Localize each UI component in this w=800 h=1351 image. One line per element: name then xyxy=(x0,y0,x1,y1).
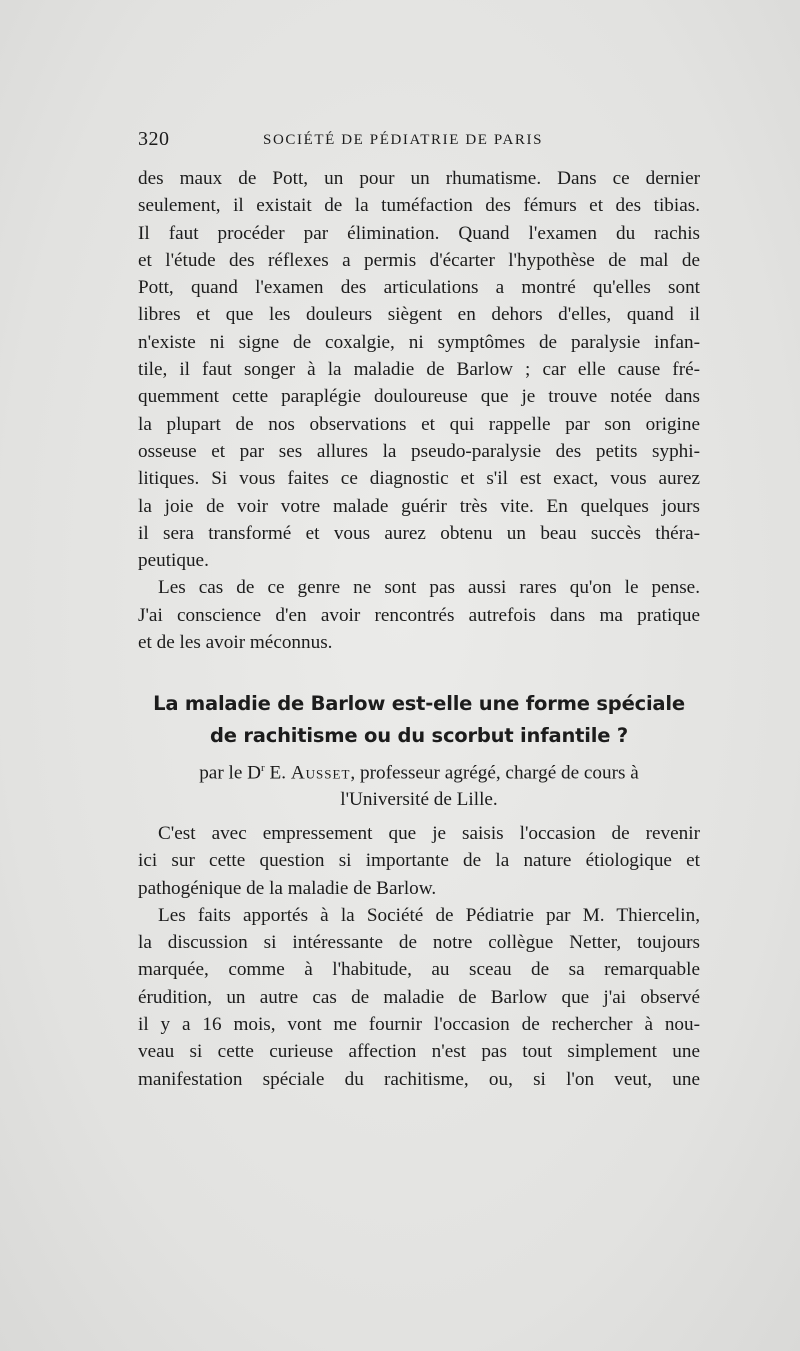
text-line: seulement, il existait de la tuméfaction des fémurs et des tibias. xyxy=(138,195,700,217)
text-line: des maux de Pott, un pour un rhumatisme. Dans ce dernier xyxy=(138,168,700,189)
text-line: il sera transformé et vous aurez obtenu un beau succès théra- xyxy=(138,522,700,544)
text-line: Les cas de ce genre ne sont pas aussi rares qu'on le pense. xyxy=(158,577,700,599)
byline-initial: E. xyxy=(269,762,287,784)
article-title-line: La maladie de Barlow est-elle une forme spéciale xyxy=(153,692,685,715)
text-line: la discussion si intéressante de notre collègue Netter, toujours xyxy=(138,932,700,954)
page-number: 320 xyxy=(138,128,170,150)
text-line: la joie de voir votre malade guérir très vite. En quelques jours xyxy=(138,495,700,517)
byline-prefix: par le D xyxy=(199,762,262,784)
byline-sup: r xyxy=(261,762,265,774)
text-line: libres et que les douleurs siègent en dehors d'elles, quand il xyxy=(138,304,700,326)
text-block-upper xyxy=(138,165,700,656)
text-line: quemment cette paraplégie douloureuse que je trouve notée dans xyxy=(138,386,700,408)
page-header xyxy=(138,128,700,156)
text-line: litiques. Si vous faites ce diagnostic et s'il est exact, vous aurez xyxy=(138,468,700,490)
article-title xyxy=(138,688,700,752)
paragraph xyxy=(138,820,700,902)
text-line: Pott, quand l'examen des articulations a montré qu'elles sont xyxy=(138,277,700,299)
text-line: veau si cette curieuse affection n'est pas tout simplement une xyxy=(138,1041,700,1063)
text-line: marquée, comme à l'habitude, au sceau de sa remarquable xyxy=(138,959,700,981)
text-line: C'est avec empressement que je saisis l'occasion de revenir xyxy=(158,823,700,844)
byline-line xyxy=(138,755,700,786)
text-line: ici sur cette question si importante de la nature étiologique et xyxy=(138,850,700,872)
text-line: pathogénique de la maladie de Barlow. xyxy=(138,877,437,899)
text-line: et l'étude des réflexes a permis d'écarter l'hypothèse de mal de xyxy=(138,249,700,271)
paragraph xyxy=(138,165,700,574)
article-byline xyxy=(138,755,700,813)
text-line: osseuse et par ses allures la pseudo-paralysie des petits syphi- xyxy=(138,440,700,462)
text-line: manifestation spéciale du rachitisme, ou, si l'on veut, une xyxy=(138,1068,700,1090)
author-name: Ausset xyxy=(290,762,351,784)
byline-rest: , professeur agrégé, chargé de cours à xyxy=(350,762,639,784)
text-line: la plupart de nos observations et qui rappelle par son origine xyxy=(138,413,700,435)
text-line: Il faut procéder par élimination. Quand l'examen du rachis xyxy=(138,222,700,244)
text-block-lower xyxy=(138,820,700,1093)
text-line: érudition, un autre cas de maladie de Barlow que j'ai observé xyxy=(138,986,700,1008)
text-line: tile, il faut songer à la maladie de Barlow ; car elle cause fré- xyxy=(138,359,700,381)
paragraph xyxy=(138,902,700,1093)
byline-affiliation: l'Université de Lille. xyxy=(340,789,498,811)
text-line: il y a 16 mois, vont me fournir l'occasion de rechercher à nou- xyxy=(138,1014,700,1036)
text-line: Les faits apportés à la Société de Pédiatrie par M. Thiercelin, xyxy=(158,904,700,926)
text-line: peutique. xyxy=(138,550,209,572)
text-line: n'existe ni signe de coxalgie, ni symptômes de paralysie infan- xyxy=(138,331,700,353)
article-title-line: de rachitisme ou du scorbut infantile ? xyxy=(210,724,628,747)
text-line: J'ai conscience d'en avoir rencontrés autrefois dans ma pratique xyxy=(138,604,700,626)
text-line: et de les avoir méconnus. xyxy=(138,632,333,654)
running-title: SOCIÉTÉ DE PÉDIATRIE DE PARIS xyxy=(263,132,544,148)
paragraph xyxy=(138,574,700,656)
